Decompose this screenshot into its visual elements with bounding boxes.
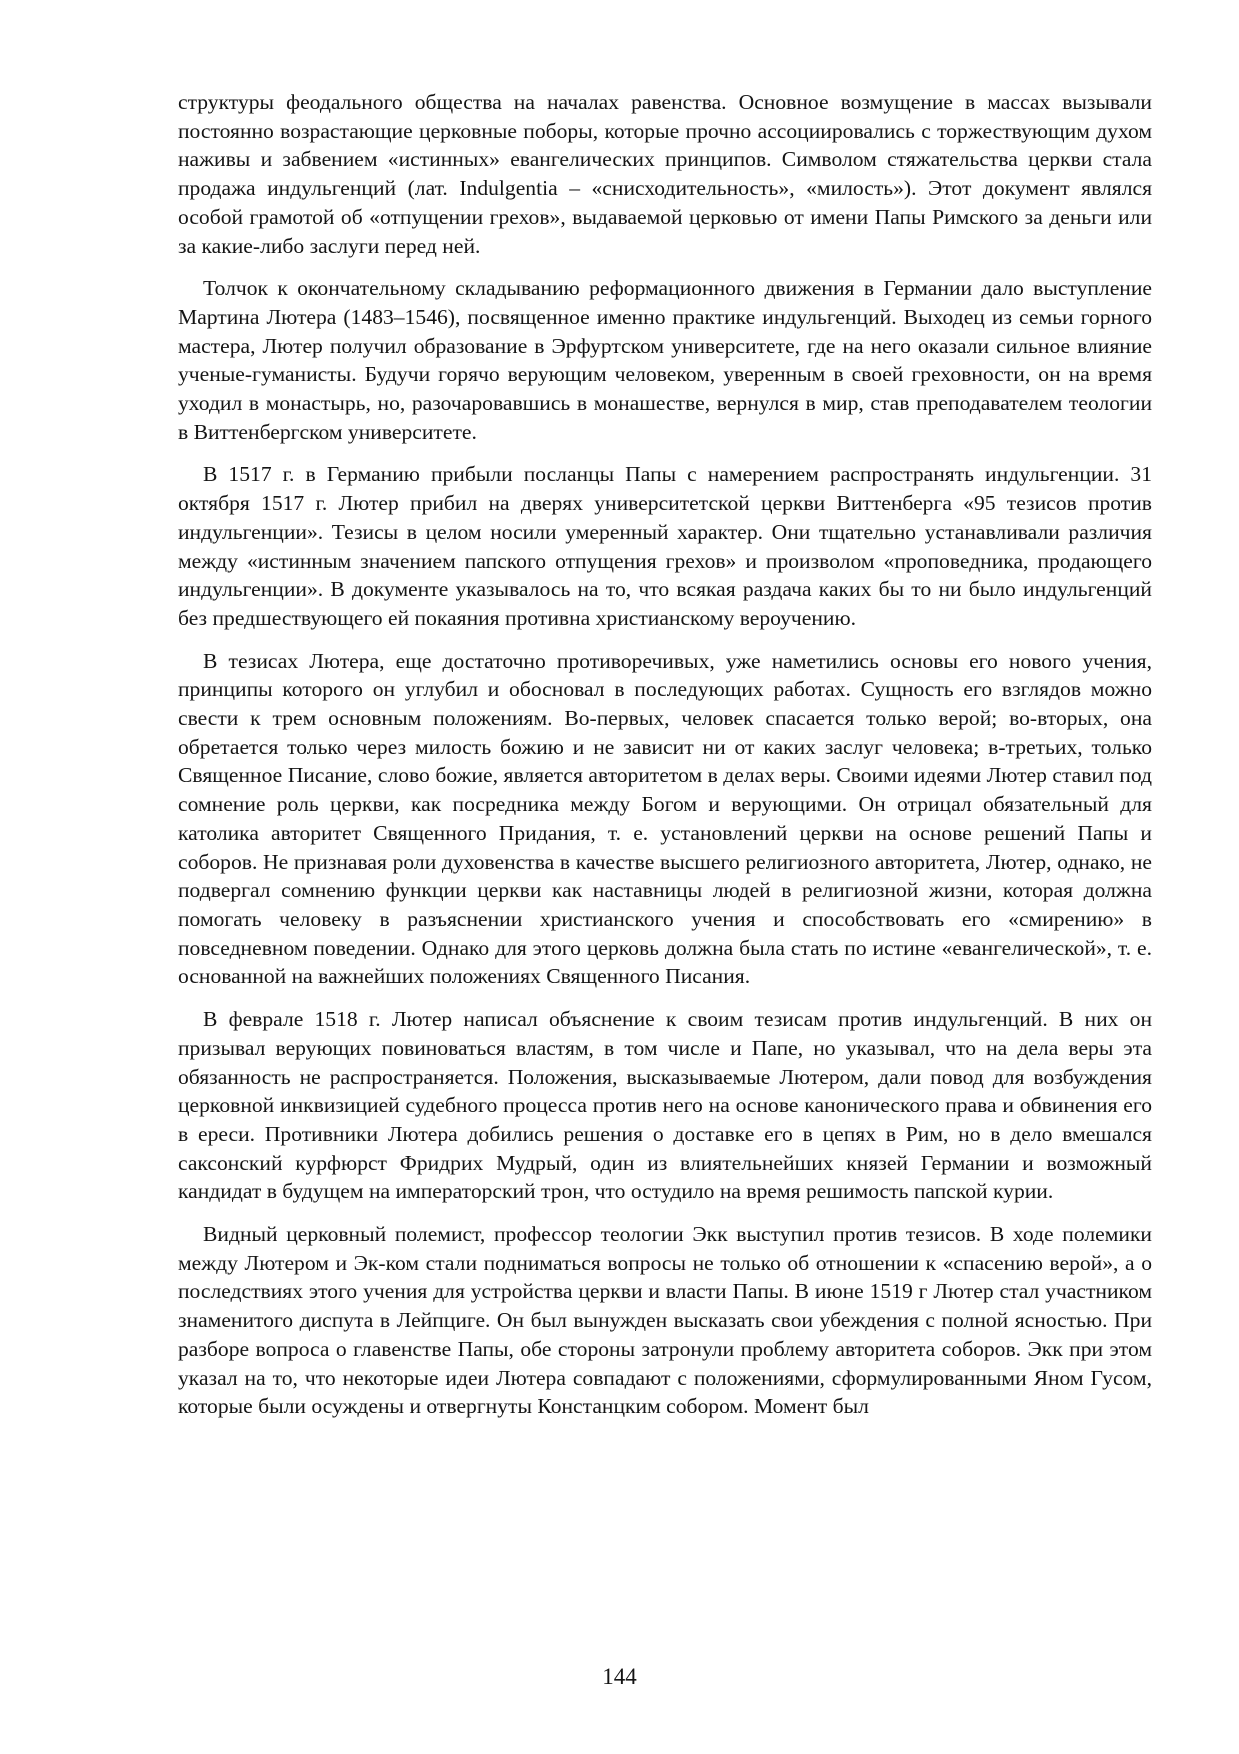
paragraph-february-1518: В феврале 1518 г. Лютер написал объяснение к своим тезисам против индульгенций. В них он призывал верующих повиноваться властям, в том числе и Папе, но указывал, что на дела веры эта обязанность не распространяется. Положения, высказываемые Лютером, дали повод для возбуждения церковной инквизицией судебного процесса против него на основе канонического права и обвинения его в ереси. Противники Лютера добились решения о доставке его в цепях в Рим, но в дело вмешался саксонский курфюрст Фридрих Мудрый, один из влиятельнейших князей Германии и возможный кандидат в будущем на императорский трон, что остудило на время решимость папской курии.	[178, 1007, 1152, 1204]
paragraph-continuation: структуры феодального общества на началах равенства. Основное возмущение в массах вызывали постоянно возрастающие церковные поборы, которые прочно ассоциировались с торжествующим духом наживы и забвением «истинных» евангелических принципов. Символом стяжательства церкви стала продажа индульгенций (лат. Indulgentia – «снисходительность», «милость»). Этот документ являлся особой грамотой об «отпущении грехов», выдаваемой церковью от имени Папы Римского за деньги или за какие-либо заслуги перед ней.	[178, 90, 1152, 258]
paragraph-eck-dispute: Видный церковный полемист, профессор теологии Экк выступил против тезисов. В ходе полемики между Лютером и Эк-ком стали подниматься вопросы не только об отношении к «спасению верой», а о последствиях этого учения для устройства церкви и власти Папы. В июне 1519 г Лютер стал участником знаменитого диспута в Лейпциге. Он был вынужден высказать свои убеждения с полной ясностью. При разборе вопроса о главенстве Папы, обе стороны затронули проблему авторитета соборов. Экк при этом указал на то, что некоторые идеи Лютера совпадают с положениями, сформулированными Яном Гусом, которые были осуждены и отвергнуты Констанцким собором. Момент был	[178, 1222, 1152, 1419]
paragraph-95-theses: В 1517 г. в Германию прибыли посланцы Папы с намерением распространять индульгенции. 31 октября 1517 г. Лютер прибил на дверях университетской церкви Виттенберга «95 тезисов против индульгенции». Тезисы в целом носили умеренный характер. Они тщательно устанавливали различия между «истинным значением папского отпущения грехов» и произволом «проповедника, продающего индульгенции». В документе указывалось на то, что всякая раздача каких бы то ни было индульгенций без предшествующего ей покаяния противна христианскому вероучению.	[178, 462, 1152, 630]
paragraph-doctrine: В тезисах Лютера, еще достаточно противоречивых, уже наметились основы его нового учения, принципы которого он углубил и обосновал в последующих работах. Сущность его взглядов можно свести к трем основным положениям. Во-первых, человек спасается только верой; во-вторых, она обретается только через милость божию и не зависит ни от каких заслуг человека; в-третьих, только Священное Писание, слово божие, является авторитетом в делах веры. Своими идеями Лютер ставил под сомнение роль церкви, как посредника между Богом и верующими. Он отрицал обязательный для католика авторитет Священного Придания, т. е. установлений церкви на основе решений Папы и соборов. Не признавая роли духовенства в качестве высшего религиозного авторитета, Лютер, однако, не подвергал сомнению функции церкви как наставницы людей в религиозной жизни, которая должна помогать человеку в разъяснении христианского учения и способствовать его «смирению» в повседневном поведении. Однако для этого церковь должна была стать по истине «евангелической», т. е. основанной на важнейших положениях Священного Писания.	[178, 648, 1152, 989]
page-number: 144	[602, 1664, 637, 1689]
paragraph-luther-intro: Толчок к окончательному складыванию реформационного движения в Германии дало выступление Мартина Лютера (1483–1546), посвященное именно практике индульгенций. Выходец из семьи горного мастера, Лютер получил образование в Эрфуртском университете, где на него оказали сильное влияние ученые-гуманисты. Будучи горячо верующим человеком, уверенным в своей греховности, он на время уходил в монастырь, но, разочаровавшись в монашестве, вернулся в мир, став преподавателем теологии в Виттенбергском университете.	[178, 276, 1152, 444]
page-body	[178, 88, 1152, 1435]
